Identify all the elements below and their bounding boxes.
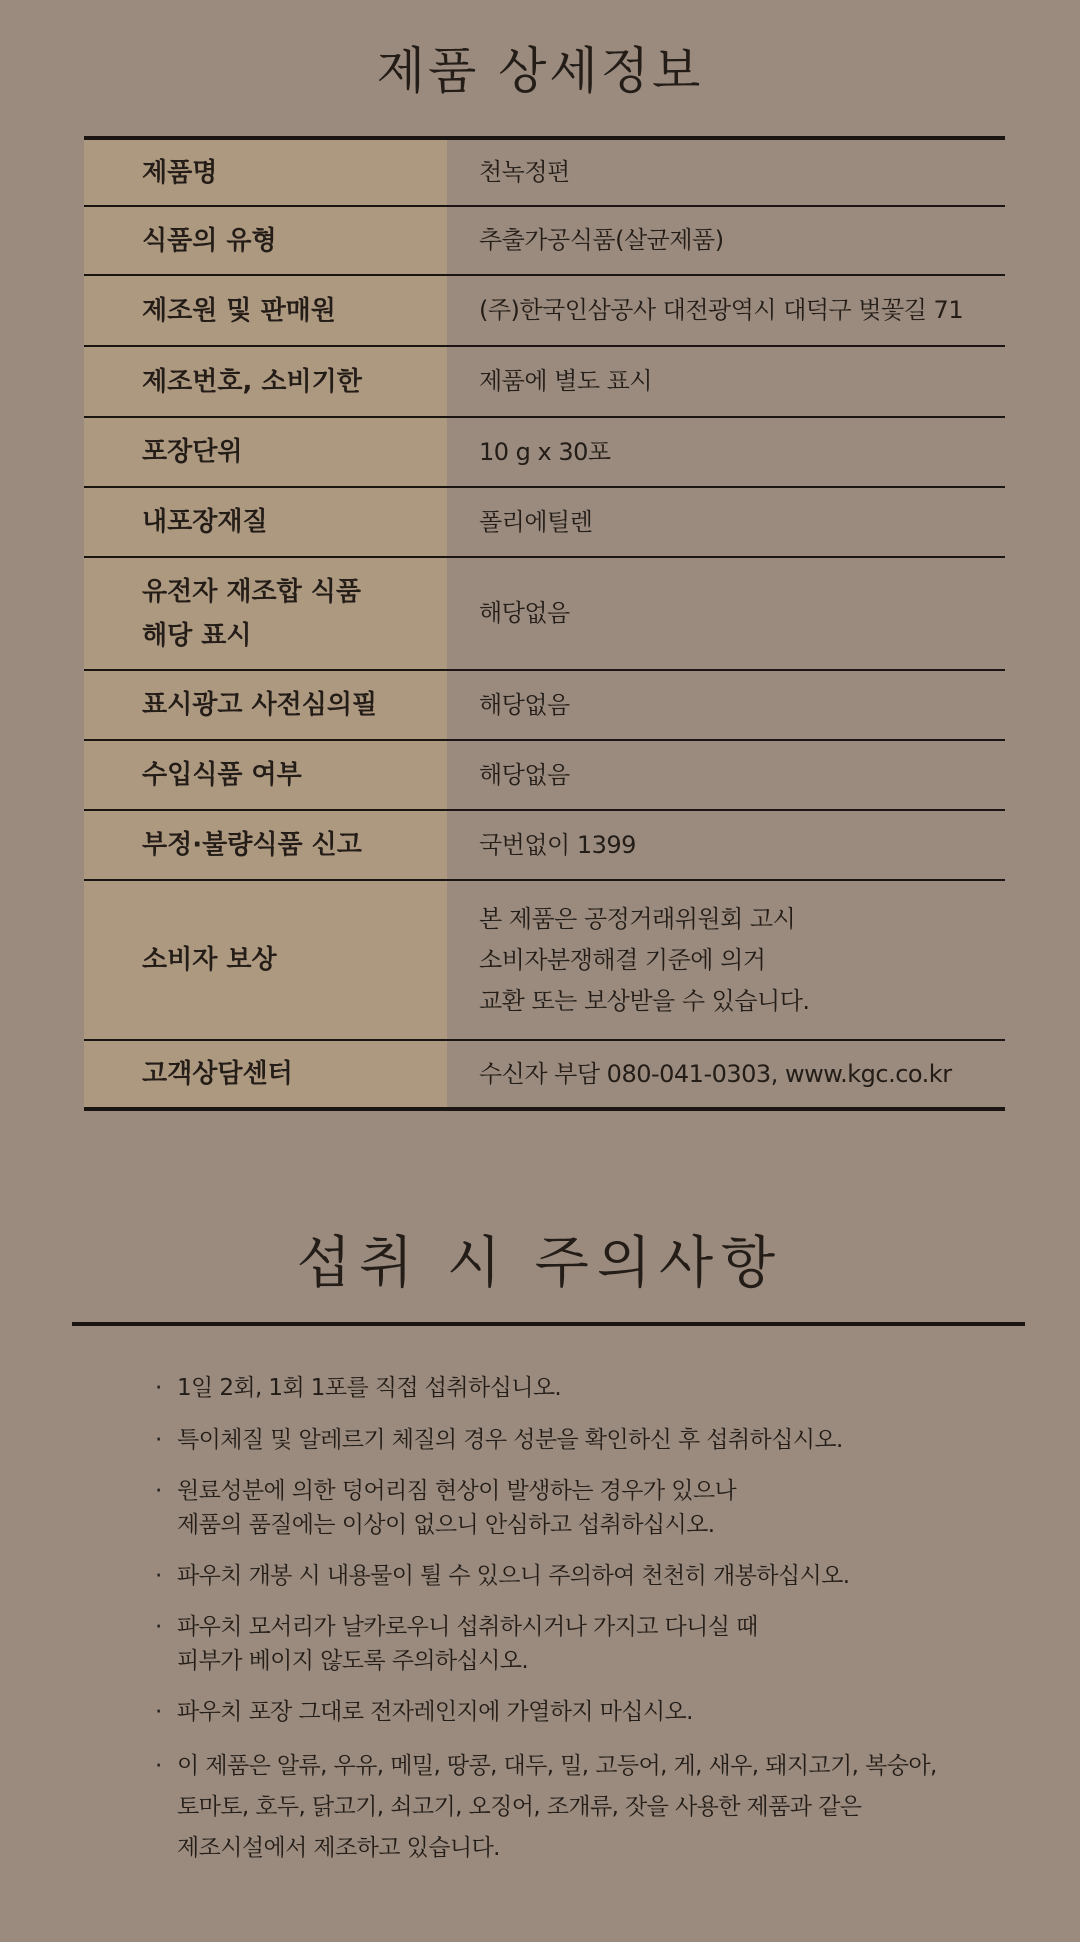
row-label: 부정·불량식품 신고 <box>84 810 447 880</box>
row-value <box>447 275 1005 346</box>
row-label <box>84 557 447 670</box>
row-value <box>447 206 1005 275</box>
table-row <box>84 275 1005 346</box>
row-value-line: 천녹정편 <box>479 158 570 186</box>
row-value <box>447 810 1005 880</box>
row-label-line: 해당 표시 <box>142 620 252 651</box>
caution-list <box>155 1370 1035 1885</box>
row-value-line: (주)한국인삼공사 대전광역시 대덕구 벚꽃길 71 <box>479 296 964 324</box>
table-row <box>84 810 1005 880</box>
list-item-text: 원료성분에 의한 덩어리짐 현상이 발생하는 경우가 있으나 <box>177 1478 737 1504</box>
list-item-text: 제품의 품질에는 이상이 없으니 안심하고 섭취하십시오. <box>177 1512 715 1538</box>
list-item-text: 토마토, 호두, 닭고기, 쇠고기, 오징어, 조개류, 잣을 사용한 제품과 같은 <box>177 1794 862 1820</box>
detail-section-title: 제품 상세정보 <box>376 42 704 100</box>
row-value-line: 국번없이 1399 <box>479 830 636 859</box>
table-row <box>84 487 1005 557</box>
list-item <box>155 1610 1035 1678</box>
table-row <box>84 670 1005 740</box>
list-item-text: 1일 2회, 1회 1포를 직접 섭취하십니오. <box>177 1375 562 1401</box>
row-label: 제조번호, 소비기한 <box>84 346 447 417</box>
list-item <box>155 1370 1035 1406</box>
row-value-line: 추출가공식품(살균제품) <box>479 226 724 254</box>
list-item-text: 이 제품은 알류, 우유, 메밀, 땅콩, 대두, 밀, 고등어, 게, 새우, 돼지고기, 복숭아, <box>177 1753 937 1779</box>
bullet-icon: · <box>155 1753 162 1779</box>
row-label: 수입식품 여부 <box>84 740 447 810</box>
list-item-text: 특이체질 및 알레르기 체질의 경우 성분을 확인하신 후 섭취하십시오. <box>177 1427 843 1453</box>
row-label: 소비자 보상 <box>84 880 447 1040</box>
row-value <box>447 138 1005 206</box>
row-label: 제품명 <box>84 138 447 206</box>
row-value-line: 제품에 별도 표시 <box>479 367 653 395</box>
product-detail-table <box>84 136 1005 1111</box>
caution-section-title: 섭취 시 주의사항 <box>296 1231 784 1296</box>
table-row <box>84 880 1005 1040</box>
row-value-line: 폴리에틸렌 <box>479 507 593 536</box>
bullet-icon: · <box>155 1563 162 1589</box>
row-value <box>447 346 1005 417</box>
row-value <box>447 670 1005 740</box>
row-value-line: 해당없음 <box>479 690 570 719</box>
bullet-icon: · <box>155 1427 162 1453</box>
list-item <box>155 1422 1035 1458</box>
table-row <box>84 557 1005 670</box>
list-item <box>155 1746 1035 1869</box>
row-label: 제조원 및 판매원 <box>84 275 447 346</box>
row-value <box>447 1040 1005 1109</box>
list-item <box>155 1558 1035 1594</box>
table-row <box>84 346 1005 417</box>
row-label: 내포장재질 <box>84 487 447 557</box>
row-value-line: 해당없음 <box>479 599 570 627</box>
row-value-line: 본 제품은 공정거래위원회 고시 <box>479 904 796 933</box>
bullet-icon: · <box>155 1478 162 1504</box>
table-row <box>84 206 1005 275</box>
row-label: 표시광고 사전심의필 <box>84 670 447 740</box>
table-row <box>84 417 1005 487</box>
section-divider <box>72 1322 1025 1326</box>
row-label: 고객상담센터 <box>84 1040 447 1109</box>
row-value <box>447 740 1005 810</box>
row-label: 포장단위 <box>84 417 447 487</box>
row-value-line: 교환 또는 보상받을 수 있습니다. <box>479 986 810 1015</box>
bullet-icon: · <box>155 1614 162 1640</box>
row-value <box>447 557 1005 670</box>
row-value <box>447 487 1005 557</box>
list-item-text: 파우치 개봉 시 내용물이 튈 수 있으니 주의하여 천천히 개봉하십시오. <box>177 1563 850 1589</box>
row-value-line: 해당없음 <box>479 760 570 789</box>
row-value <box>447 880 1005 1040</box>
row-value-line: 10 g x 30포 <box>479 437 611 466</box>
bullet-icon: · <box>155 1699 162 1725</box>
bullet-icon: · <box>155 1375 162 1401</box>
list-item-text: 파우치 포장 그대로 전자레인지에 가열하지 마십시오. <box>177 1699 693 1725</box>
list-item-text: 파우치 모서리가 날카로우니 섭취하시거나 가지고 다니실 때 <box>177 1614 758 1640</box>
row-value <box>447 417 1005 487</box>
row-label: 식품의 유형 <box>84 206 447 275</box>
table-row <box>84 740 1005 810</box>
table-row <box>84 1040 1005 1109</box>
list-item-text: 제조시설에서 제조하고 있습니다. <box>177 1835 500 1861</box>
row-value-line: 소비자분쟁해결 기준에 의거 <box>479 945 766 974</box>
row-label-line: 유전자 재조합 식품 <box>142 576 362 607</box>
row-value-line: 수신자 부담 080-041-0303, www.kgc.co.kr <box>479 1059 952 1088</box>
list-item <box>155 1474 1035 1542</box>
table-row <box>84 138 1005 206</box>
list-item <box>155 1694 1035 1730</box>
list-item-text: 피부가 베이지 않도록 주의하십시오. <box>177 1648 529 1674</box>
